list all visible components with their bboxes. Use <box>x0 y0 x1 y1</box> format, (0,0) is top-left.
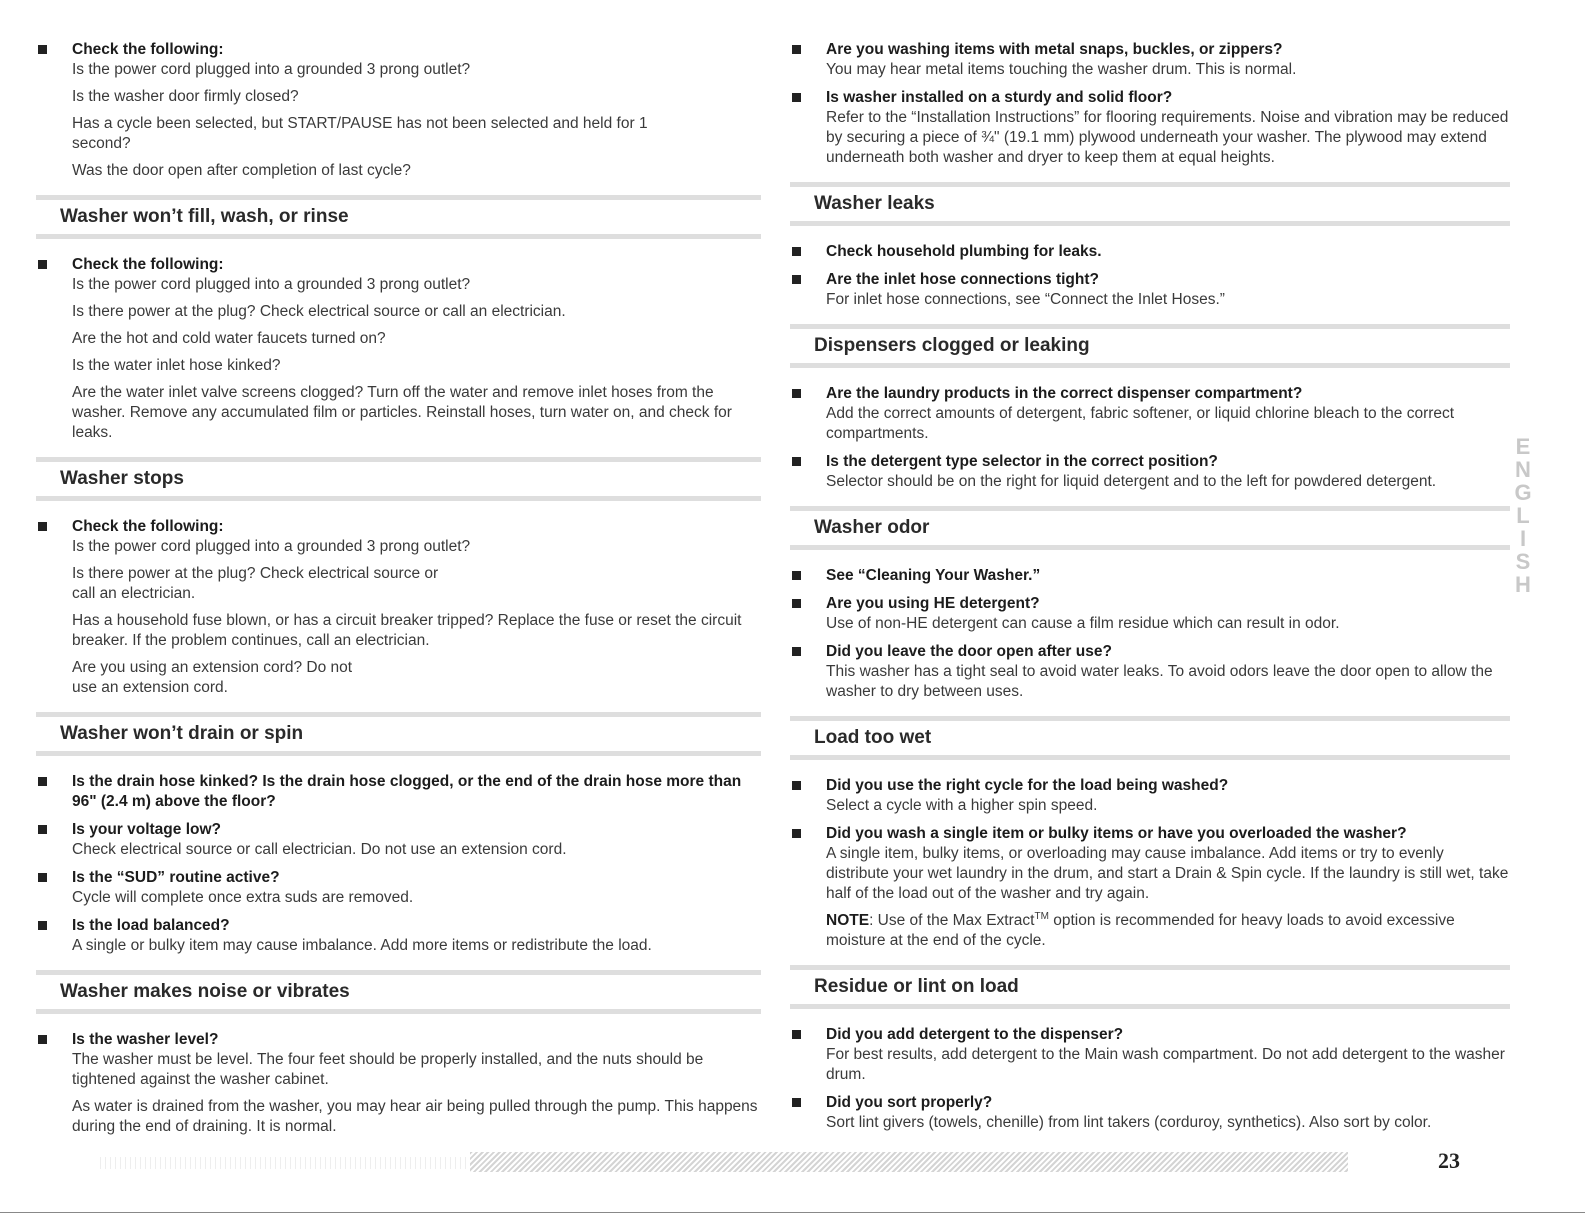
side-tab-letter: N <box>1515 457 1531 482</box>
section-heading: Washer won’t drain or spin <box>36 712 761 756</box>
answer: Has a cycle been selected, but START/PAUSE has not been selected and held for 1 second? <box>72 115 648 152</box>
right-column <box>790 40 1510 1141</box>
section-heading: Washer leaks <box>790 182 1510 226</box>
question: Are you washing items with metal snaps, buckles, or zippers? <box>826 41 1283 58</box>
list-item <box>36 868 761 908</box>
list-item <box>36 820 761 860</box>
answer: Is the power cord plugged into a grounded 3 prong outlet? <box>72 61 471 78</box>
left-column <box>36 40 761 1145</box>
side-tab-letter: E <box>1515 434 1531 459</box>
bullet-icon <box>38 522 47 531</box>
bullet-icon <box>792 247 801 256</box>
side-tab-letter: G <box>1514 480 1532 505</box>
question: Is your voltage low? <box>72 821 221 838</box>
bullet-icon <box>792 1098 801 1107</box>
answer: Are the hot and cold water faucets turned on? <box>72 330 386 347</box>
list-item <box>36 916 761 956</box>
bullet-icon <box>792 389 801 398</box>
question: Did you add detergent to the dispenser? <box>826 1026 1124 1043</box>
list-item <box>790 40 1510 80</box>
section-heading: Load too wet <box>790 716 1510 760</box>
answer: A single or bulky item may cause imbalance. Add more items or redistribute the load. <box>72 937 652 954</box>
list-item <box>790 452 1510 492</box>
answer: Was the door open after completion of last cycle? <box>72 162 411 179</box>
answer: For best results, add detergent to the Main wash compartment. Do not add detergent to the washer drum. <box>826 1046 1505 1083</box>
language-side-tab <box>1508 435 1538 596</box>
bullet-icon <box>792 275 801 284</box>
bullet-icon <box>792 93 801 102</box>
bottom-divider <box>0 1212 1585 1213</box>
answer: Add the correct amounts of detergent, fabric softener, or liquid chlorine bleach to the correct compartments. <box>826 405 1455 442</box>
bullet-icon <box>38 777 47 786</box>
list-item <box>790 242 1510 262</box>
bullet-icon <box>792 647 801 656</box>
question: Are the inlet hose connections tight? <box>826 271 1099 288</box>
question: Is the washer level? <box>72 1031 219 1048</box>
question: Did you wash a single item or bulky items or have you overloaded the washer? <box>826 825 1407 842</box>
answer: Selector should be on the right for liquid detergent and to the left for powdered detergent. <box>826 473 1437 490</box>
list-item <box>790 594 1510 634</box>
question: See “Cleaning Your Washer.” <box>826 567 1041 584</box>
answer: Check electrical source or call electrician. Do not use an extension cord. <box>72 841 567 858</box>
answer: As water is drained from the washer, you may hear air being pulled through the pump. This happens during the end of draining. It is normal. <box>72 1098 758 1135</box>
bullet-icon <box>792 45 801 54</box>
answer: Is the washer door firmly closed? <box>72 88 299 105</box>
bullet-icon <box>38 260 47 269</box>
answer: Is the power cord plugged into a grounded 3 prong outlet? <box>72 276 471 293</box>
list-item <box>36 517 761 698</box>
list-item <box>790 566 1510 586</box>
side-tab-letter: S <box>1515 549 1531 574</box>
bullet-icon <box>38 1035 47 1044</box>
answer: The washer must be level. The four feet should be properly installed, and the nuts should be tightened against the washer cabinet. <box>72 1051 704 1088</box>
list-item <box>36 772 761 812</box>
answer: Is there power at the plug? Check electrical source or call an electrician. <box>72 565 439 602</box>
list-item <box>790 88 1510 168</box>
question: Check the following: <box>72 41 224 58</box>
answer: Cycle will complete once extra suds are removed. <box>72 889 414 906</box>
answer: Is the water inlet hose kinked? <box>72 357 281 374</box>
question: Check the following: <box>72 256 224 273</box>
section-heading: Washer won’t fill, wash, or rinse <box>36 195 761 239</box>
answer: A single item, bulky items, or overloading may cause imbalance. Add items or try to evenly distribute your wet laundry in the drum, and start a Drain & Spin cycle. If the laundry is still wet, take half of the load out of the washer and try again. <box>826 845 1509 902</box>
side-tab-letter: L <box>1516 503 1530 528</box>
bullet-icon <box>792 599 801 608</box>
bullet-icon <box>38 45 47 54</box>
answer: Is there power at the plug? Check electrical source or call an electrician. <box>72 303 566 320</box>
question: Did you leave the door open after use? <box>826 643 1112 660</box>
section-heading: Washer stops <box>36 457 761 501</box>
question: Did you sort properly? <box>826 1094 993 1111</box>
answer: Is the power cord plugged into a grounded 3 prong outlet? <box>72 538 471 555</box>
answer: Use of non-HE detergent can cause a film residue which can result in odor. <box>826 615 1340 632</box>
side-tab-letter: I <box>1519 526 1527 551</box>
section-heading: Washer odor <box>790 506 1510 550</box>
footer-bar <box>470 1152 1348 1172</box>
note <box>826 911 1510 951</box>
list-item <box>36 1030 761 1137</box>
question: Check the following: <box>72 518 224 535</box>
note-text: : Use of the Max Extract <box>869 912 1035 929</box>
answer: Refer to the “Installation Instructions” for flooring requirements. Noise and vibration may be reduced by securing a piece of ¾" (19.1 mm) plywood underneath your washer. The plywood may extend underneath both washer and dryer to keep them at equal heights. <box>826 109 1509 166</box>
bullet-icon <box>38 921 47 930</box>
question: Check household plumbing for leaks. <box>826 243 1102 260</box>
answer: Are you using an extension cord? Do not use an extension cord. <box>72 659 353 696</box>
bullet-icon <box>38 873 47 882</box>
answer: This washer has a tight seal to avoid water leaks. To avoid odors leave the door open to allow the washer to dry between uses. <box>826 663 1493 700</box>
question: Is the “SUD” routine active? <box>72 869 280 886</box>
footer-decoration <box>100 1157 470 1169</box>
note-text: option is recommended for heavy loads to avoid excessive moisture at the end of the cycle. <box>826 912 1455 949</box>
bullet-icon <box>792 457 801 466</box>
question: Is the drain hose kinked? Is the drain hose clogged, or the end of the drain hose more than 96" (2.4 m) above the floor? <box>72 773 742 810</box>
list-item <box>790 270 1510 310</box>
bullet-icon <box>38 825 47 834</box>
section-heading: Washer makes noise or vibrates <box>36 970 761 1014</box>
answer: For inlet hose connections, see “Connect the Inlet Hoses.” <box>826 291 1225 308</box>
answer: Select a cycle with a higher spin speed. <box>826 797 1098 814</box>
question: Are the laundry products in the correct dispenser compartment? <box>826 385 1303 402</box>
trademark: TM <box>1034 910 1049 922</box>
question: Did you use the right cycle for the load being washed? <box>826 777 1229 794</box>
question: Are you using HE detergent? <box>826 595 1040 612</box>
bullet-icon <box>792 1030 801 1039</box>
answer: Are the water inlet valve screens clogged? Turn off the water and remove inlet hoses from the washer. Remove any accumulated film or particles. Reinstall hoses, turn water on, and check for leaks. <box>72 384 732 441</box>
question: Is washer installed on a sturdy and solid floor? <box>826 89 1173 106</box>
list-item <box>790 824 1510 951</box>
bullet-icon <box>792 781 801 790</box>
list-item <box>790 1025 1510 1085</box>
list-item <box>36 40 761 181</box>
section-heading: Residue or lint on load <box>790 965 1510 1009</box>
bullet-icon <box>792 829 801 838</box>
answer: You may hear metal items touching the washer drum. This is normal. <box>826 61 1297 78</box>
list-item <box>790 776 1510 816</box>
question: Is the detergent type selector in the correct position? <box>826 453 1218 470</box>
note-label: NOTE <box>826 912 870 929</box>
section-heading: Dispensers clogged or leaking <box>790 324 1510 368</box>
list-item <box>790 1093 1510 1133</box>
page-number: 23 <box>1438 1148 1460 1173</box>
side-tab-letter: H <box>1515 572 1531 597</box>
list-item <box>36 255 761 443</box>
question: Is the load balanced? <box>72 917 230 934</box>
answer: Sort lint givers (towels, chenille) from lint takers (corduroy, synthetics). Also sort by color. <box>826 1114 1432 1131</box>
bullet-icon <box>792 571 801 580</box>
list-item <box>790 642 1510 702</box>
list-item <box>790 384 1510 444</box>
answer: Has a household fuse blown, or has a circuit breaker tripped? Replace the fuse or reset the circuit breaker. If the problem continues, call an electrician. <box>72 612 742 649</box>
